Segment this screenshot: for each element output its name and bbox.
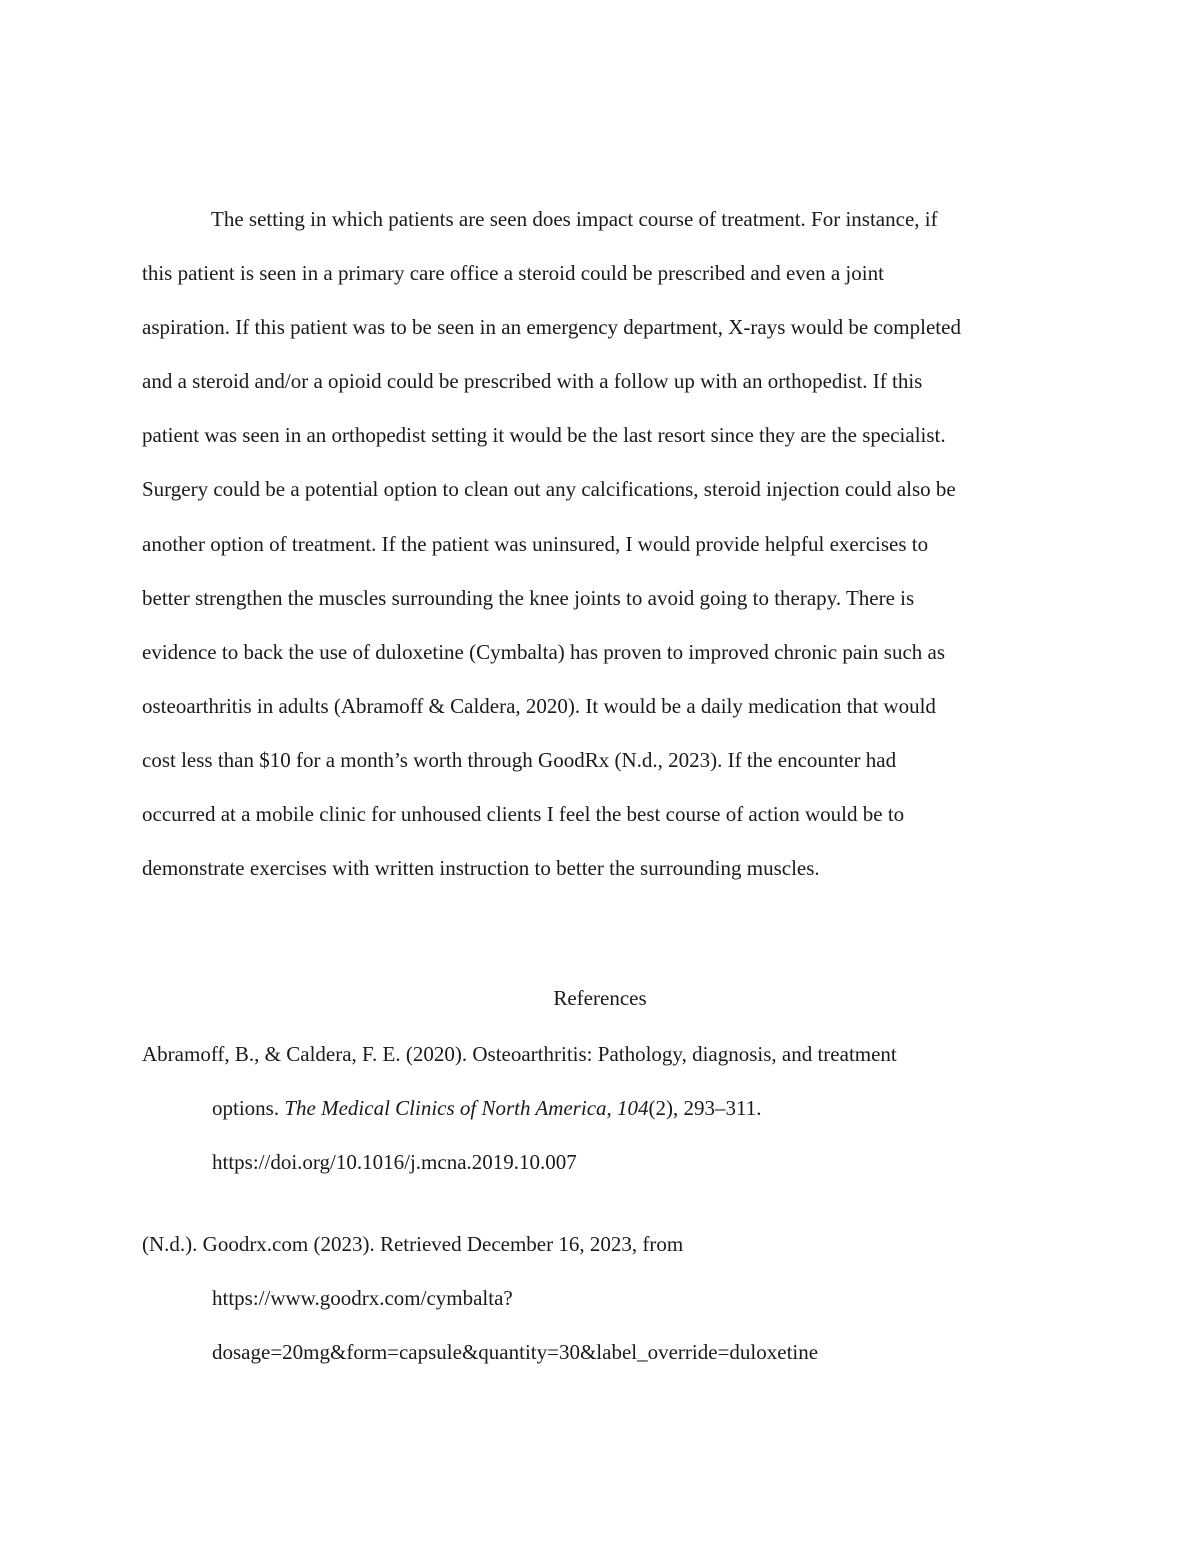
reference-line: Abramoff, B., & Caldera, F. E. (2020). Osteoarthritis: Pathology, diagnosis, and treatment — [142, 1042, 897, 1066]
reference-entry-abramoff — [142, 1027, 1072, 1190]
paragraph-line: patient was seen in an orthopedist setting it would be the last resort since they are the specialist. — [142, 423, 946, 448]
reference-url-link: dosage=20mg&form=capsule&quantity=30&label_override=duloxetine — [212, 1340, 819, 1365]
paragraph-line: aspiration. If this patient was to be seen in an emergency department, X-rays would be completed — [142, 315, 961, 340]
references-heading: References — [553, 986, 647, 1010]
reference-line — [142, 1081, 1072, 1135]
paragraph-line: osteoarthritis in adults (Abramoff & Caldera, 2020). It would be a daily medication that would — [142, 693, 936, 718]
reference-text: , — [606, 1096, 618, 1121]
journal-title: The Medical Clinics of North America — [284, 1096, 607, 1121]
paragraph-line: cost less than $10 for a month’s worth through GoodRx (N.d., 2023). If the encounter had — [142, 747, 897, 772]
reference-text: (2), 293–311. — [648, 1096, 762, 1121]
paragraph-line: demonstrate exercises with written instruction to better the surrounding muscles. — [142, 856, 820, 881]
reference-url-link: https://www.goodrx.com/cymbalta? — [212, 1286, 513, 1311]
body-paragraph — [142, 192, 1072, 895]
paragraph-line: evidence to back the use of duloxetine (Cymbalta) has proven to improved chronic pain such as — [142, 639, 946, 664]
reference-entry-goodrx — [142, 1217, 1072, 1380]
paragraph-line: another option of treatment. If the patient was uninsured, I would provide helpful exercises to — [142, 531, 929, 556]
paragraph-line: and a steroid and/or a opioid could be prescribed with a follow up with an orthopedist. If this — [142, 369, 923, 394]
paragraph-line: occurred at a mobile clinic for unhoused clients I feel the best course of action would be to — [142, 802, 905, 827]
journal-volume: 104 — [617, 1096, 649, 1121]
paragraph-line: this patient is seen in a primary care office a steroid could be prescribed and even a joint — [142, 261, 884, 286]
paragraph-line: The setting in which patients are seen does impact course of treatment. For instance, if — [211, 207, 938, 231]
reference-text: options. — [212, 1096, 285, 1121]
paragraph-line: Surgery could be a potential option to clean out any calcifications, steroid injection could also be — [142, 477, 956, 502]
reference-doi-link: https://doi.org/10.1016/j.mcna.2019.10.007 — [212, 1150, 577, 1175]
reference-line: (N.d.). Goodrx.com (2023). Retrieved December 16, 2023, from — [142, 1232, 684, 1256]
paragraph-line: better strengthen the muscles surrounding the knee joints to avoid going to therapy. There is — [142, 585, 915, 610]
